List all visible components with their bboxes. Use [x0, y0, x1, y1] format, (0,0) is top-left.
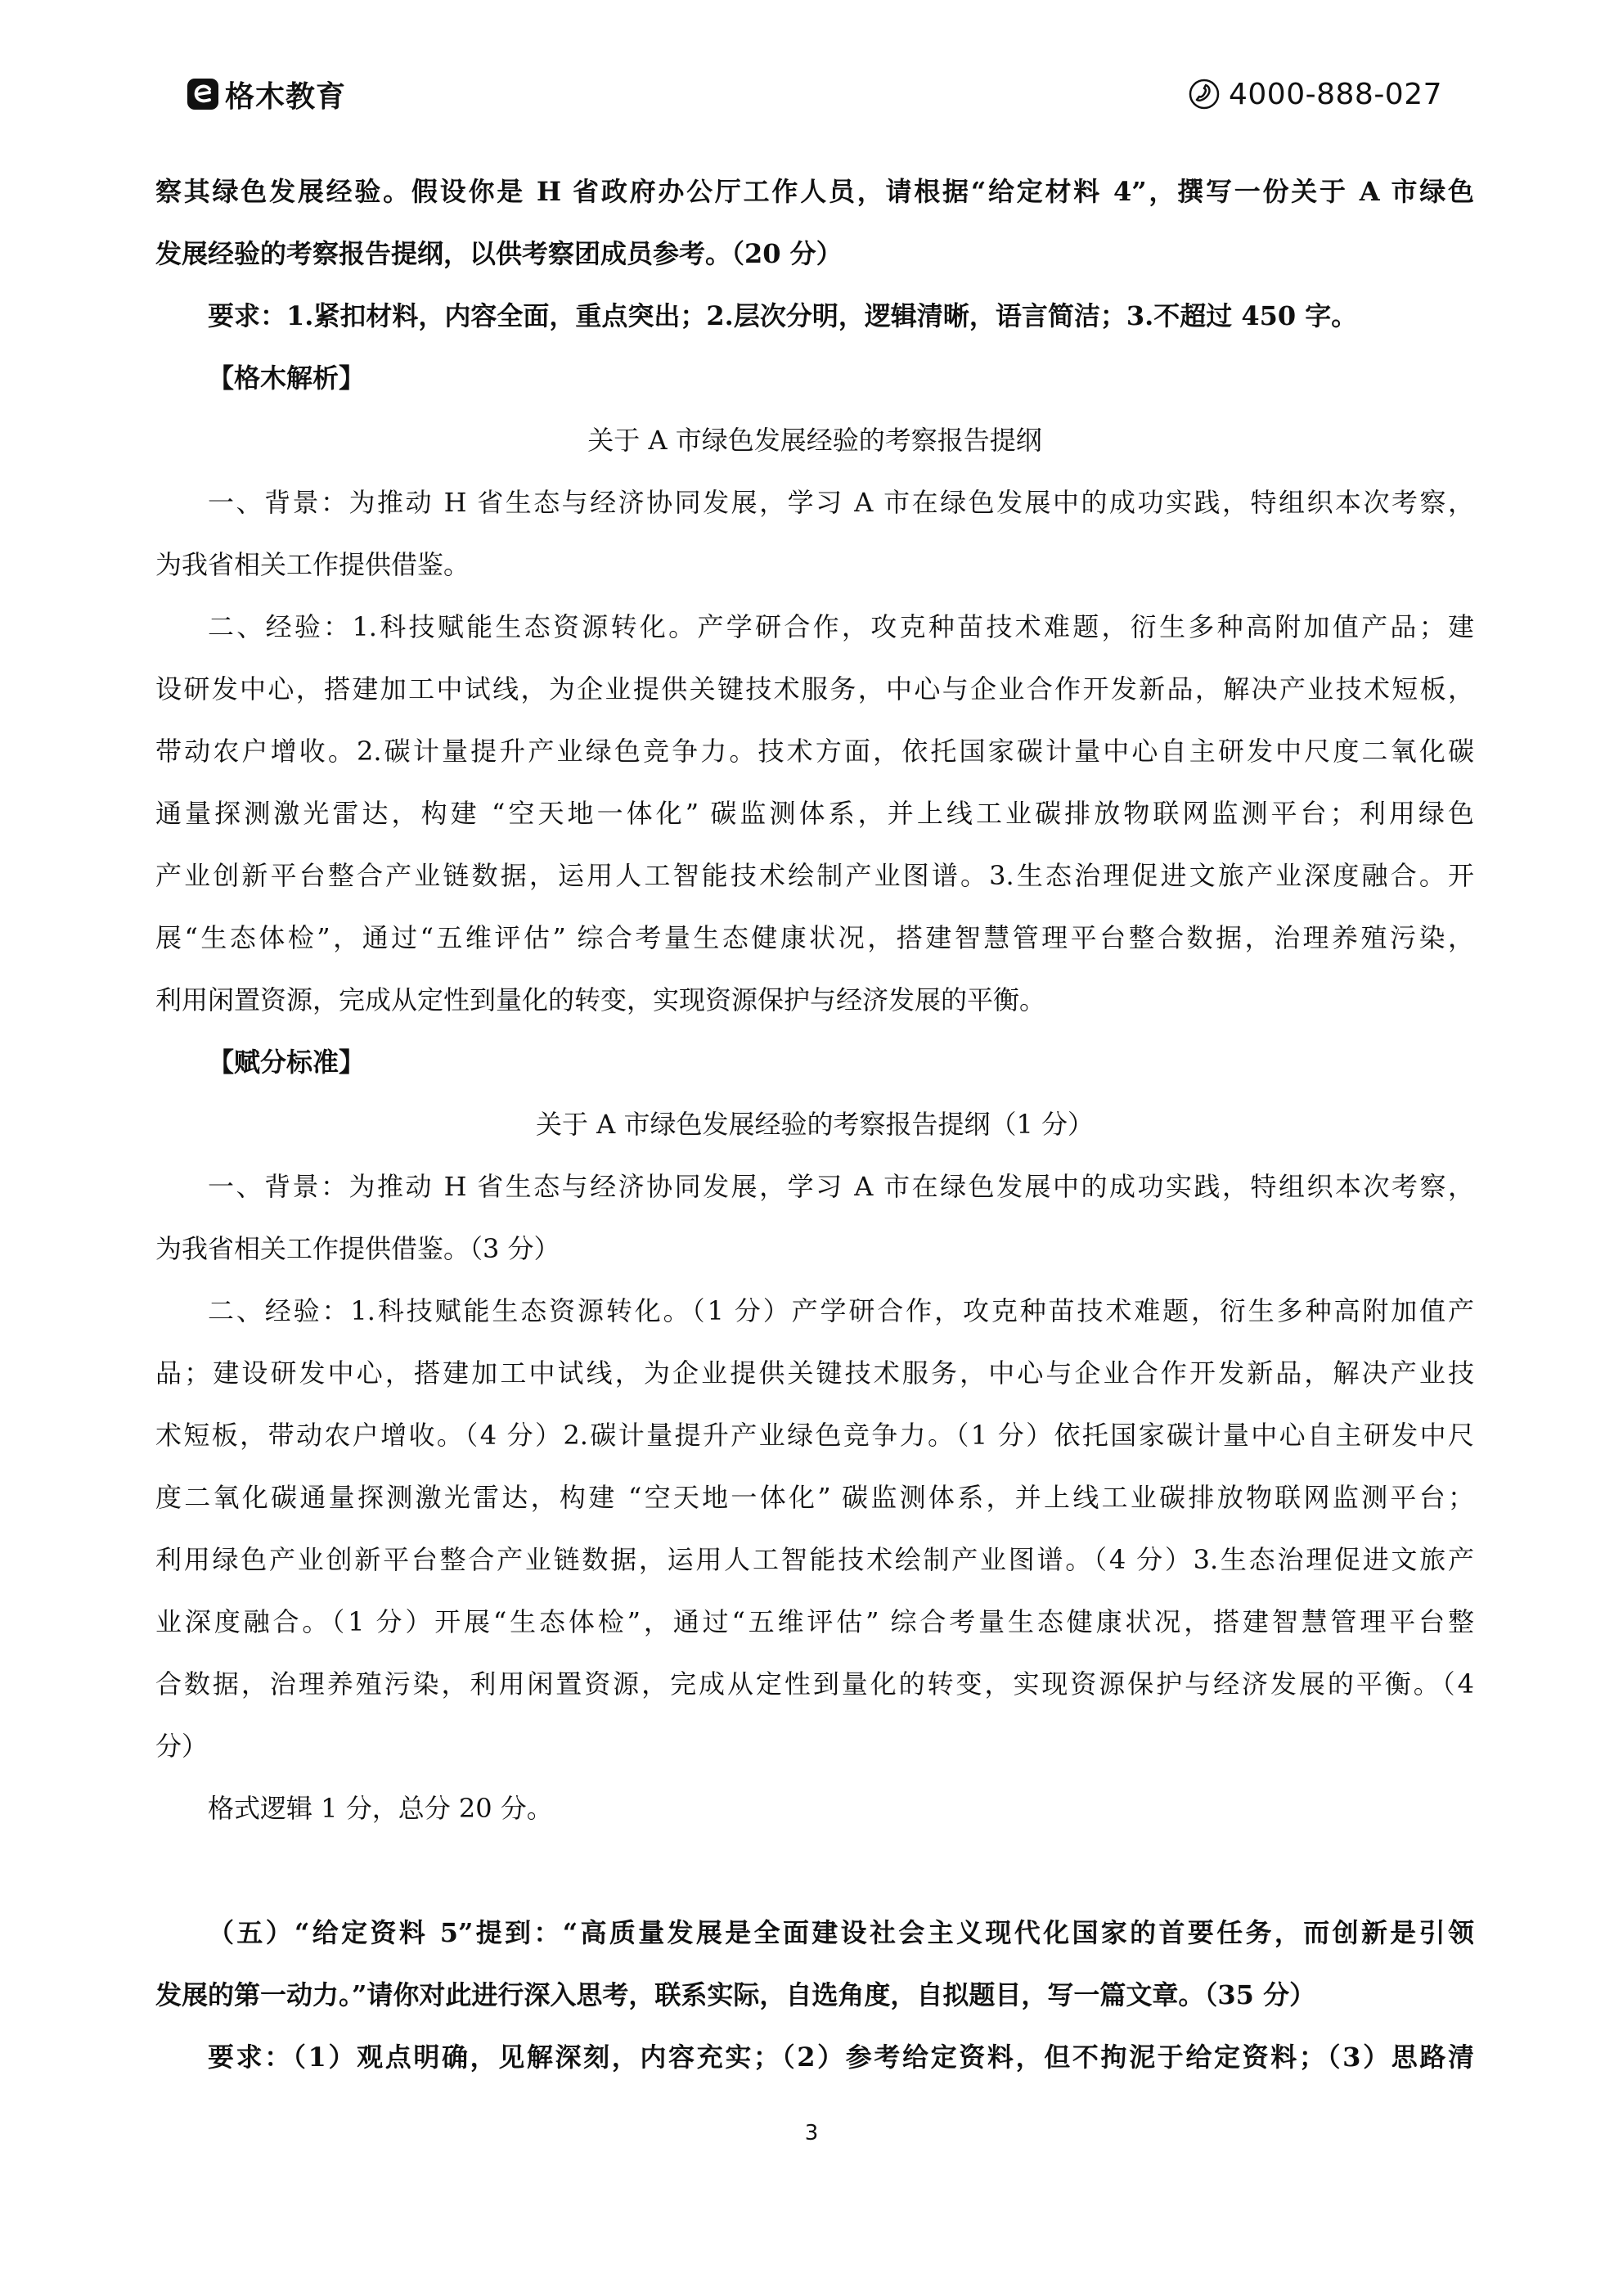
question-5-line-2: 发展的第一动力。”请你对此进行深入思考，联系实际，自选角度，自拟题目，写一篇文章。（35 分） [155, 1979, 1316, 2010]
question-5-line-1: （五）“给定资料 5”提到：“高质量发展是全面建设社会主义现代化国家的首要任务，而创新是引领 [208, 1917, 1474, 1948]
scoring-experience-line: 品；建设研发中心，搭建加工中试线，为企业提供关键技术服务，中心与企业合作开发新品，解决产业技 [155, 1357, 1474, 1389]
brand-logo [187, 75, 346, 113]
question-5 [155, 1902, 1474, 2088]
scoring-section [155, 1031, 1474, 1839]
analysis-experience-line: 设研发中心，搭建加工中试线，为企业提供关键技术服务，中心与企业合作开发新品，解决产业技术短板， [155, 673, 1474, 705]
page-header [0, 0, 1623, 139]
analysis-section [155, 347, 1474, 1031]
analysis-experience-line: 带动农户增收。2.碳计量提升产业绿色竞争力。技术方面，依托国家碳计量中心自主研发中尺度二氧化碳 [155, 736, 1474, 767]
analysis-background-line: 为我省相关工作提供借鉴。 [155, 549, 470, 580]
phone-icon [1188, 78, 1221, 110]
scoring-heading: 【赋分标准】 [208, 1047, 366, 1078]
scoring-experience-line: 利用绿色产业创新平台整合产业链数据，运用人工智能技术绘制产业图谱。（4 分）3.生态治理促进文旅产 [155, 1544, 1474, 1575]
analysis-experience-line: 通量探测激光雷达，构建 “空天地一体化” 碳监测体系，并上线工业碳排放物联网监测平台；利用绿色 [155, 798, 1474, 829]
question-4-line-2: 发展经验的考察报告提纲，以供考察团成员参考。（20 分） [155, 238, 843, 269]
scoring-background-line: 一、背景：为推动 H 省生态与经济协同发展，学习 A 市在绿色发展中的成功实践，特组织本次考察， [208, 1171, 1474, 1202]
brand-name: 格木教育 [225, 79, 347, 114]
page-number: 3 [804, 2121, 819, 2145]
analysis-heading: 【格木解析】 [208, 362, 366, 394]
scoring-experience-line: 合数据，治理养殖污染，利用闲置资源，完成从定性到量化的转变，实现资源保护与经济发展的平衡。（4 [155, 1668, 1474, 1699]
scoring-background-line: 为我省相关工作提供借鉴。（3 分） [155, 1233, 560, 1264]
scoring-experience-line: 二、经验：1.科技赋能生态资源转化。（1 分）产学研合作，攻克种苗技术难题，衍生多种高附加值产 [208, 1295, 1474, 1326]
section-spacer [155, 1839, 1474, 1902]
scoring-experience-line: 术短板，带动农户增收。（4 分）2.碳计量提升产业绿色竞争力。（1 分）依托国家碳计量中心自主研发中尺 [155, 1420, 1474, 1451]
hotline [1188, 75, 1442, 113]
question-5-requirement: 要求：（1）观点明确，见解深刻，内容充实；（2）参考给定资料，但不拘泥于给定资料；（3）思路清 [208, 2042, 1474, 2073]
document-body [155, 160, 1474, 2088]
question-4-requirement: 要求：1.紧扣材料，内容全面，重点突出；2.层次分明，逻辑清晰，语言简洁；3.不超过 450 字。 [208, 300, 1358, 331]
analysis-experience-line: 产业创新平台整合产业链数据，运用人工智能技术绘制产业图谱。3.生态治理促进文旅产业深度融合。开 [155, 860, 1474, 891]
scoring-total: 格式逻辑 1 分，总分 20 分。 [208, 1793, 553, 1824]
question-4-line-1: 察其绿色发展经验。假设你是 H 省政府办公厅工作人员，请根据“给定材料 4”，撰写一份关于 A 市绿色 [155, 176, 1474, 207]
scoring-title: 关于 A 市绿色发展经验的考察报告提纲（1 分） [536, 1109, 1094, 1140]
scoring-experience-line: 度二氧化碳通量探测激光雷达，构建 “空天地一体化” 碳监测体系，并上线工业碳排放物联网监测平台； [155, 1482, 1474, 1513]
analysis-title: 关于 A 市绿色发展经验的考察报告提纲 [587, 425, 1042, 456]
question-4 [155, 160, 1474, 347]
scoring-experience-line: 分） [155, 1731, 209, 1762]
analysis-background-line: 一、背景：为推动 H 省生态与经济协同发展，学习 A 市在绿色发展中的成功实践，特组织本次考察， [208, 487, 1474, 518]
analysis-experience-line: 利用闲置资源，完成从定性到量化的转变，实现资源保护与经济发展的平衡。 [155, 984, 1046, 1015]
phone-number: 4000-888-027 [1229, 77, 1443, 111]
scoring-experience-line: 业深度融合。（1 分）开展“生态体检”，通过“五维评估” 综合考量生态健康状况，搭建智慧管理平台整 [155, 1606, 1474, 1637]
analysis-experience-line: 二、经验：1.科技赋能生态资源转化。产学研合作，攻克种苗技术难题，衍生多种高附加值产品；建 [208, 611, 1474, 642]
e-logo-icon [187, 79, 218, 110]
analysis-experience-line: 展“生态体检”，通过“五维评估” 综合考量生态健康状况，搭建智慧管理平台整合数据，治理养殖污染， [155, 922, 1474, 953]
